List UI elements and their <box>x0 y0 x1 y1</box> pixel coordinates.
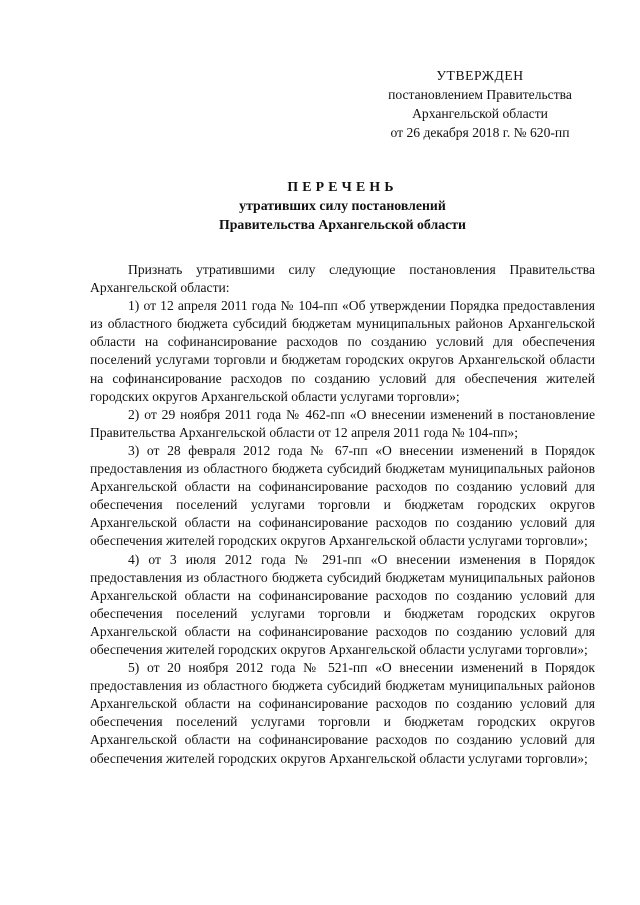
approval-heading: УТВЕРЖДЕН <box>436 68 524 83</box>
list-item-2: 2) от 29 ноября 2011 года № 462-пп «О внесении изменений в постановление Правительства Архангельской области от 12 апреля 2011 года № 104-пп»; <box>90 406 595 440</box>
document-body <box>90 261 595 768</box>
title-main: ПЕРЕЧЕНЬ <box>287 179 398 194</box>
list-item-5: 5) от 20 ноября 2012 года № 521-пп «О внесении изменений в Порядок предоставления из областного бюджета субсидий бюджетам муниципальных районов Архангельской области на софинансирование расходов по созданию условий для обеспечения поселений услугами торговли и бюджетам городских округов Архангельской области на софинансирование расходов по созданию условий для обеспечения жителей городских округов Архангельской области услугами торговли»; <box>90 660 595 766</box>
list-item-1: 1) от 12 апреля 2011 года № 104-пп «Об утверждении Порядка предоставления из областного бюджета субсидий бюджетам муниципальных районов Архангельской области на софинансирование расходов по созданию условий для обеспечения поселений услугами торговли и бюджетам городских округов Архангельской области на софинансирование расходов по созданию условий для обеспечения жителей городских округов Архангельской области услугами торговли»; <box>90 298 595 404</box>
approval-line-3: от 26 декабря 2018 г. № 620-пп <box>390 125 570 140</box>
approval-line-2: Архангельской области <box>412 106 548 121</box>
intro-paragraph: Признать утратившими силу следующие постановления Правительства Архангельской области: <box>90 262 595 296</box>
document-title <box>90 177 595 234</box>
approval-stamp <box>360 66 600 142</box>
list-item-4: 4) от 3 июля 2012 года № 291-пп «О внесении изменения в Порядок предоставления из областного бюджета субсидий бюджетам муниципальных районов Архангельской области на софинансирование расходов по созданию условий для обеспечения поселений услугами торговли и бюджетам городских округов Архангельской области на софинансирование расходов по созданию условий для обеспечения жителей городских округов Архангельской области услугами торговли»; <box>90 551 595 657</box>
approval-line-1: постановлением Правительства <box>388 87 572 102</box>
title-subtitle-1: утративших силу постановлений <box>239 198 446 213</box>
title-subtitle-2: Правительства Архангельской области <box>219 217 466 232</box>
list-item-3: 3) от 28 февраля 2012 года № 67-пп «О внесении изменений в Порядок предоставления из областного бюджета субсидий бюджетам муниципальных районов Архангельской области на софинансирование расходов по созданию условий для обеспечения поселений услугами торговли и бюджетам городских округов Архангельской области на софинансирование расходов по созданию условий для обеспечения жителей городских округов Архангельской области услугами торговли»; <box>90 442 595 549</box>
